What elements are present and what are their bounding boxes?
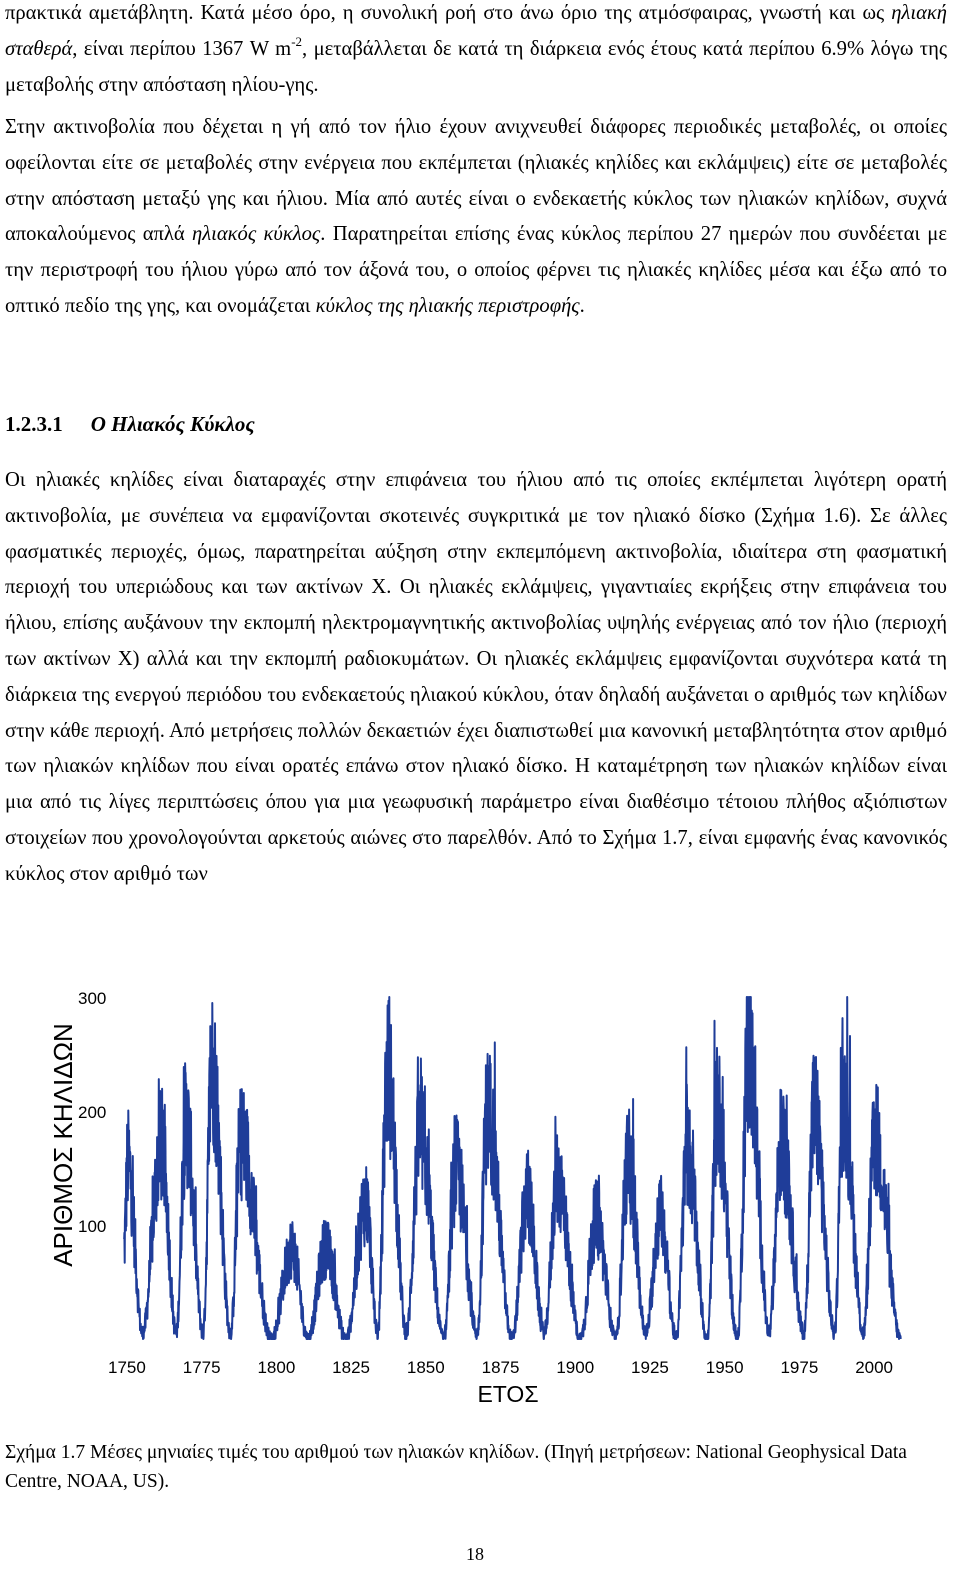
x-tick-label: 1850 bbox=[406, 1358, 445, 1377]
figure-caption: Σχήμα 1.7 Μέσες μηνιαίες τιμές του αριθμού των ηλιακών κηλίδων. (Πηγή μετρήσεων: National Geophysical Data Centre, NOAA, US). bbox=[5, 1442, 907, 1492]
text-segment: , μεταβάλλεται δε κατά τη bbox=[302, 37, 524, 60]
text-segment: . bbox=[579, 294, 585, 317]
section-title: Ο Ηλιακός Κύκλος bbox=[90, 412, 255, 436]
text-line: διάρκεια ενός έτους κατά περίπου 6.9% λόγω της μεταβολής στην απόσταση ηλίου-γης. bbox=[5, 37, 948, 96]
sunspot-series-line bbox=[124, 997, 901, 1339]
x-tick-label: 1800 bbox=[257, 1358, 296, 1377]
x-tick-label: 1975 bbox=[780, 1358, 819, 1377]
x-tick-label: 1950 bbox=[705, 1358, 744, 1377]
text-segment: γνωστή και ως bbox=[759, 2, 892, 24]
x-axis-label: ΕΤΟΣ bbox=[477, 1381, 539, 1407]
sunspot-chart bbox=[0, 975, 960, 1415]
paragraph-periodic-variations bbox=[5, 110, 947, 325]
y-tick-label: 200 bbox=[78, 1103, 107, 1122]
x-tick-label: 2000 bbox=[855, 1358, 894, 1377]
y-tick-label: 100 bbox=[78, 1217, 107, 1236]
text-segment: Στην ακτινοβολία που δέχεται η γή από τον ήλιο έχουν ανιχνευθεί διάφορες περιοδικές μεταβολές, οι οποίες οφείλονται είτε σε μεταβολές στην ενέργεια που εκπέμπεται (ηλιακές κηλίδες και εκλάμψεις) είτε σε μεταβολές στην απόσταση μεταξύ γης και ήλιου. Μία από αυτές είναι ο ενδεκαετής κύκλος των ηλιακών κηλίδων, συχνά αποκαλούμενος απλά bbox=[5, 116, 947, 246]
x-tick-label: 1750 bbox=[108, 1358, 146, 1377]
text-segment: , είναι περίπου 1367 W m bbox=[72, 37, 292, 60]
x-tick-label: 1900 bbox=[556, 1358, 595, 1377]
section-number: 1.2.3.1 bbox=[5, 412, 63, 436]
superscript: -2 bbox=[291, 33, 303, 49]
term-rotation-cycle: κύκλος της ηλιακής περιστροφής bbox=[315, 294, 580, 317]
x-tick-label: 1925 bbox=[631, 1358, 669, 1377]
text-segment: . Παρατηρείται επίσης ένας κύκλος περίπου 27 ημερών που συνδέεται με την περιστροφή του ήλιου γύρω από τον άξονά του, ο οποίος φέρνει τις ηλιακές κηλίδες μέσα και έξω από το οπτικό πεδίο της γης, και ονομάζεται bbox=[5, 223, 947, 317]
section-heading bbox=[5, 412, 255, 437]
x-tick-label: 1875 bbox=[481, 1358, 520, 1377]
x-tick-label: 1825 bbox=[332, 1358, 371, 1377]
paragraph-sunspots: Οι ηλιακές κηλίδες είναι διαταραχές στην επιφάνεια του ήλιου από τις οποίες εκπέμπεται λιγότερη ορατή ακτινοβολία, με συνέπεια να εμφανίζονται σκοτεινές συγκριτικά με τον ηλιακό δίσκο (Σχήμα 1.6). Σε άλλες φασματικές περιοχές, όμως, παρατηρείται αύξηση στην εκπεμπόμενη ακτινοβολία, ιδιαίτερα στη φασματική περιοχή του υπεριώδους και των ακτίνων Χ. Οι ηλιακές εκλάμψεις, γιγαντιαίες εκρήξεις στην επιφάνεια του ήλιου, επίσης αυξάνουν την εκπομπή ηλεκτρομαγνητικής ακτινοβολίας υψηλής ενέργειας από τον ήλιο (περιοχή των ακτίνων Χ) αλλά και την εκπομπή ραδιοκυμάτων. Οι ηλιακές εκλάμψεις εμφανίζονται συχνότερα κατά τη διάρκεια της ενεργού περιόδου του ενδεκαετούς ηλιακού κύκλου, όταν δηλαδή αυξάνεται ο αριθμός των κηλίδων στην κάθε περιοχή. Από μετρήσεις πολλών δεκαετιών έχει διαπιστωθεί μια κανονική μεταβλητότητα στον αριθμό των ηλιακών κηλίδων που είναι ορατές επάνω στον ηλιακό δίσκο. Η καταμέτρηση των ηλιακών κηλίδων είναι μια από τις λίγες περιπτώσεις όπου για μια γεωφυσική παράμετρο είναι διαθέσιμο τέτοιου πλήθος αξιόπιστων στοιχείων που χρονολογούνται αρκετούς αιώνες στο παρελθόν. Από το Σχήμα 1.7, είναι εμφανής ένας κανονικός κύκλος στον αριθμό των bbox=[5, 469, 947, 885]
term-solar-cycle: ηλιακός κύκλος bbox=[191, 223, 321, 246]
y-tick-label: 300 bbox=[78, 989, 107, 1008]
page-number: 18 bbox=[466, 1544, 484, 1564]
x-tick-label: 1775 bbox=[182, 1358, 221, 1377]
paragraph-intro bbox=[5, 0, 947, 103]
y-axis-label: ΑΡΙΘΜΟΣ ΚΗΛΙΔΩΝ bbox=[48, 1023, 78, 1267]
text-line: πρακτικά αμετάβλητη. Κατά μέσο όρο, η συνολική ροή στο άνω όριο της ατμόσφαιρας, bbox=[5, 2, 753, 24]
term-solar-constant: ηλιακή σταθερά bbox=[5, 2, 947, 60]
